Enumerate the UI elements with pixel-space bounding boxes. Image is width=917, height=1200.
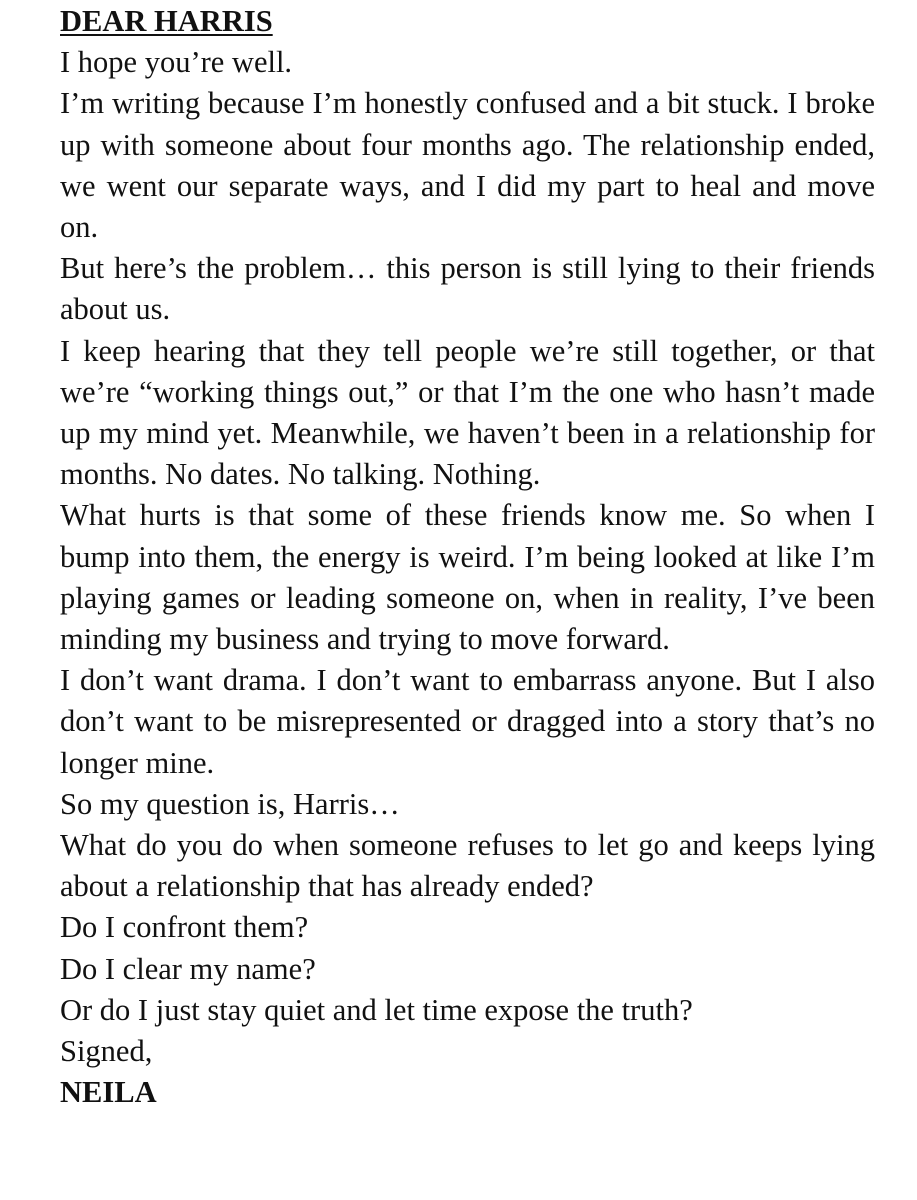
- letter-paragraph-stay-quiet: Or do I just stay quiet and let time expose the truth?: [60, 992, 693, 1027]
- letter-paragraph-friends: What hurts is that some of these friends know me. So when I bump into them, the energy is weird. I’m being looked at like I’m playing games or leading someone on, when in reality, I’ve been minding my business and trying to move forward.: [60, 498, 875, 657]
- letter-paragraph-intro: I’m writing because I’m honestly confused and a bit stuck. I broke up with someone about four months ago. The relationship ended, we went our separate ways, and I did my part to heal and move on.: [60, 86, 875, 245]
- letter-page: [60, 0, 875, 1200]
- letter-signature: NEILA: [60, 1075, 157, 1110]
- letter-paragraph-greeting: I hope you’re well.: [60, 45, 293, 80]
- letter-paragraph-no-drama: I don’t want drama. I don’t want to embarrass anyone. But I also don’t want to be misrepresented or dragged into a story that’s no longer mine.: [60, 663, 875, 780]
- letter-heading: DEAR HARRIS: [60, 4, 273, 38]
- letter-signed: Signed,: [60, 1034, 153, 1069]
- letter-paragraph-rumors: I keep hearing that they tell people we’re still together, or that we’re “working things out,” or that I’m the one who hasn’t made up my mind yet. Meanwhile, we haven’t been in a relationship for months. No dates. No talking. Nothing.: [60, 333, 875, 492]
- letter-paragraph-question: What do you do when someone refuses to let go and keeps lying about a relationship that has already ended?: [60, 828, 875, 904]
- letter-paragraph-question-intro: So my question is, Harris…: [60, 786, 400, 821]
- letter-paragraph-confront: Do I confront them?: [60, 910, 309, 945]
- letter-paragraph-clear-name: Do I clear my name?: [60, 951, 316, 986]
- letter-paragraph-problem: But here’s the problem… this person is still lying to their friends about us.: [60, 251, 875, 327]
